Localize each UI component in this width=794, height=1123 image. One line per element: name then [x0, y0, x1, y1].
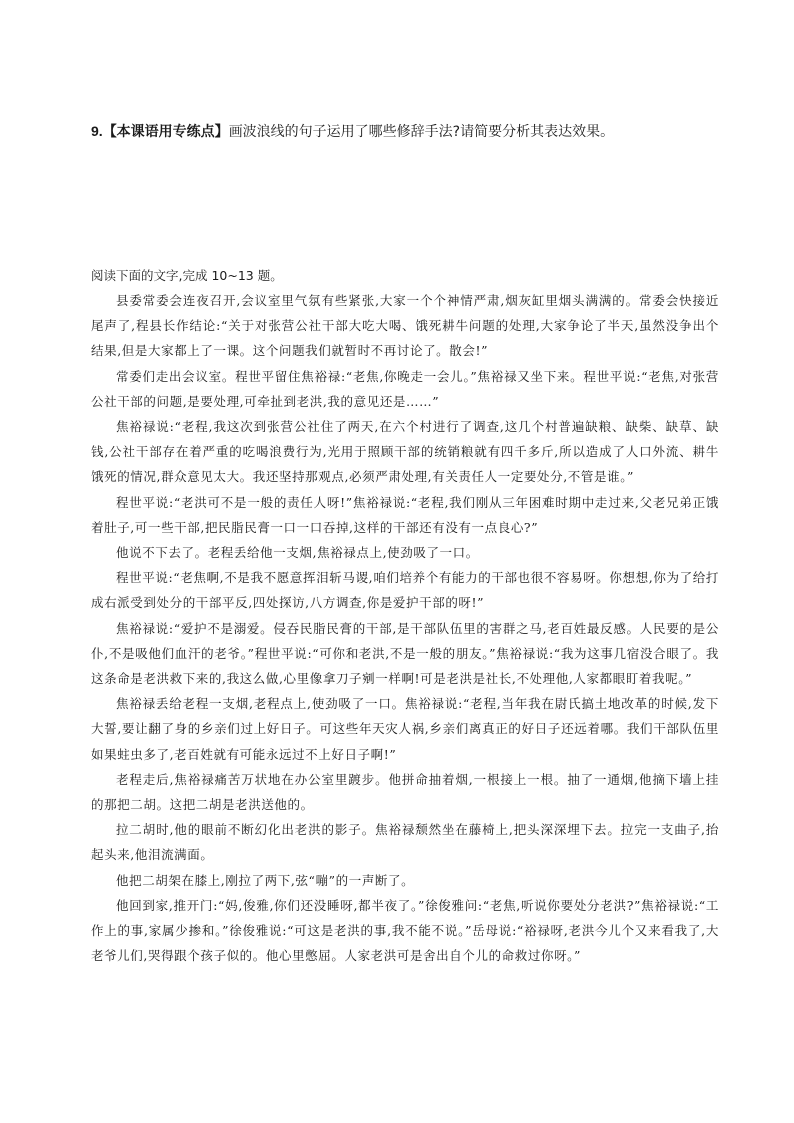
- paragraph: 他回到家,推开门:“妈,俊雅,你们还没睡呀,都半夜了。”徐俊雅问:“老焦,听说你要处分老洪?”焦裕禄说:“工作上的事,家属少掺和。”徐俊雅说:“可这是老洪的事,我不能不说。”岳母说:“裕禄呀,老洪今儿个又来看我了,大老爷儿们,哭得跟个孩子似的。他心里憋屈。人家老洪可是舍出自个儿的命救过你呀。”: [91, 897, 719, 964]
- question-number-dot: .: [98, 123, 103, 139]
- paragraph: 常委们走出会议室。程世平留住焦裕禄:“老焦,你晚走一会儿。”焦裕禄又坐下来。程世平说:“老焦,对张营公社干部的问题,是要处理,可牵扯到老洪,我的意见还是……”: [91, 368, 719, 409]
- paragraph: 老程走后,焦裕禄痛苦万状地在办公室里踱步。他拼命抽着烟,一根接上一根。抽了一通烟,他摘下墙上挂的那把二胡。这把二胡是老洪送他的。: [91, 771, 719, 813]
- paragraph: 焦裕禄说:“爱护不是溺爱。侵吞民脂民膏的干部,是干部队伍里的害群之马,老百姓最反感。人民要的是公仆,不是吸他们血汗的老爷。”程世平说:“可你和老洪,不是一般的朋友。”焦裕禄说:“我为这事几宿没合眼了。我这条命是老洪救下来的,我这么做,心里像拿刀子剜一样啊!可是老洪是社长,不处理他,人家都眼盯着我呢。”: [91, 620, 719, 687]
- question-tag: 【本课语用专练点】: [102, 124, 229, 140]
- reading-instructions: 阅读下面的文字,完成 10~13 题。: [91, 268, 283, 283]
- paragraph: 焦裕禄说:“老程,我这次到张营公社住了两天,在六个村进行了调查,这几个村普遍缺粮、缺柴、缺草、缺钱,公社干部存在着严重的吃喝浪费行为,光用于照顾干部的统销粮就有四千多斤,所以造成了人口外流、耕牛饿死的情况,群众意见太大。我还坚持那观点,必须严肃处理,有关责任人一定要处分,不管是谁。”: [91, 419, 719, 485]
- reading-passage: [91, 264, 719, 968]
- paragraph: 他说不下去了。老程丢给他一支烟,焦裕禄点上,使劲吸了一口。: [116, 545, 479, 561]
- paragraph: 程世平说:“老焦啊,不是我不愿意挥泪斩马谡,咱们培养个有能力的干部也很不容易呀。你想想,你为了给打成右派受到处分的干部平反,四处探访,八方调查,你是爱护干部的呀!”: [91, 570, 719, 611]
- paragraph: 他把二胡架在膝上,刚拉了两下,弦“嘣”的一声断了。: [116, 872, 415, 888]
- question-9: [91, 121, 731, 142]
- paragraph: 焦裕禄丢给老程一支烟,老程点上,使劲吸了一口。焦裕禄说:“老程,当年我在尉氏搞土地改革的时候,发下大誓,要让翻了身的乡亲们过上好日子。可这些年天灾人祸,乡亲们离真正的好日子还远着哪。我们干部队伍里如果蛀虫多了,老百姓就有可能永远过不上好日子啊!”: [91, 696, 719, 762]
- question-number: 9: [91, 123, 99, 139]
- question-text: 画波浪线的句子运用了哪些修辞手法?请简要分析其表达效果。: [228, 124, 615, 140]
- paragraph: 拉二胡时,他的眼前不断幻化出老洪的影子。焦裕禄颓然坐在藤椅上,把头深深埋下去。拉完一支曲子,抬起头来,他泪流满面。: [91, 822, 719, 863]
- paragraph: 县委常委会连夜召开,会议室里气氛有些紧张,大家一个个神情严肃,烟灰缸里烟头满满的。常委会快接近尾声了,程县长作结论:“关于对张营公社干部大吃大喝、饿死耕牛问题的处理,大家争论了半天,虽然没争出个结果,但是大家都上了一课。这个问题我们就暂时不再讨论了。散会!”: [91, 293, 719, 359]
- paragraph: 程世平说:“老洪可不是一般的责任人呀!”焦裕禄说:“老程,我们刚从三年困难时期中走过来,父老兄弟正饿着肚子,可一些干部,把民脂民膏一口一口吞掉,这样的干部还有没有一点良心?”: [91, 494, 719, 535]
